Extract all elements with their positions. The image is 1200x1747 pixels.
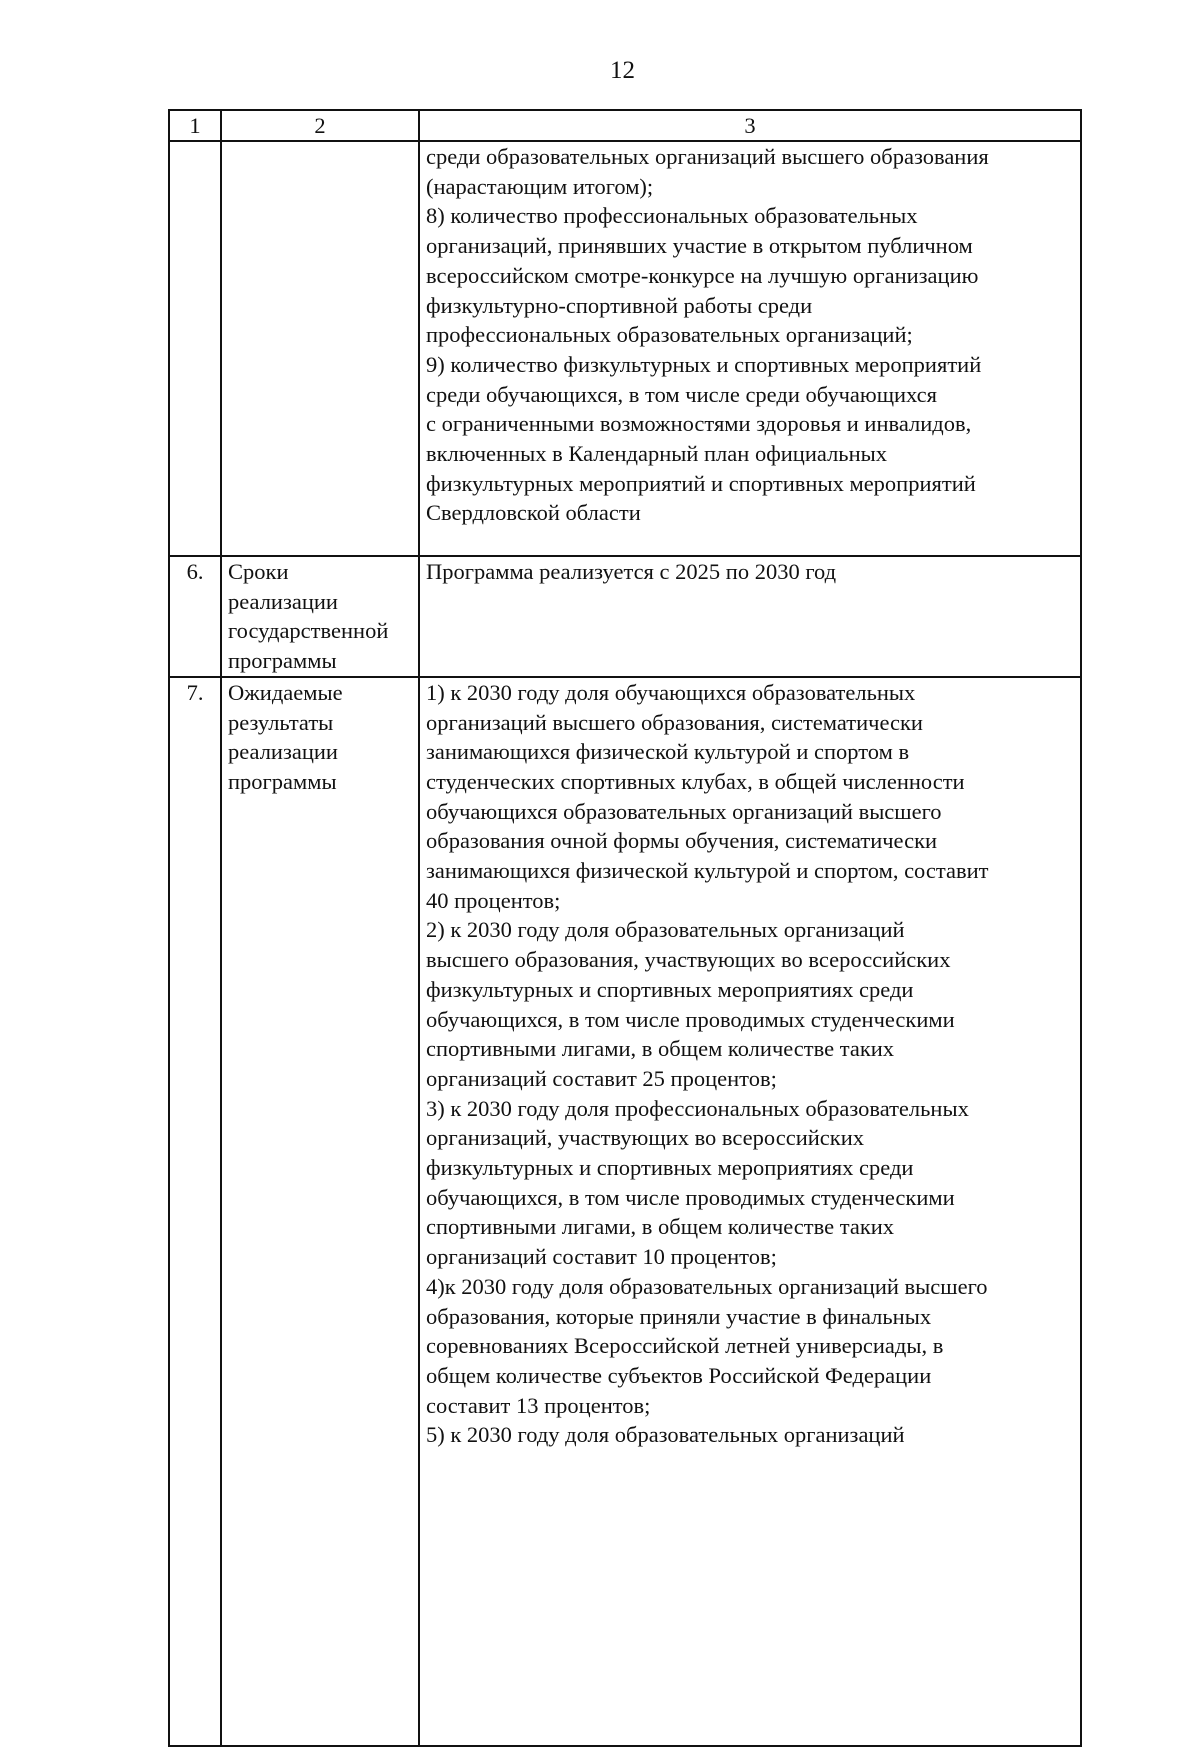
- cell-text-line: реализации: [228, 739, 338, 765]
- cell-text-line: Ожидаемые: [228, 679, 343, 705]
- row-name-cell: [221, 677, 419, 1746]
- cell-text-line: среди образовательных организаций высшего образования: [426, 144, 989, 169]
- cell-text-line: обучающихся, в том числе проводимых студенческими: [426, 1184, 955, 1210]
- cell-text-line: 8) количество профессиональных образовательных: [426, 203, 918, 229]
- table-header-row: [169, 110, 1081, 141]
- cell-text-line: программы: [228, 768, 337, 794]
- row-number-cell: 7.: [169, 677, 221, 1746]
- cell-text-line: всероссийском смотре-конкурсе на лучшую организацию: [426, 262, 979, 288]
- cell-text-line: образования очной формы обучения, систематически: [426, 828, 938, 854]
- page-number: 12: [610, 57, 635, 84]
- cell-text-line: организаций составит 25 процентов;: [426, 1065, 777, 1091]
- header-cell-col-1: 1: [169, 110, 221, 141]
- cell-text-line: высшего образования, участвующих во всероссийских: [426, 947, 951, 973]
- cell-text-line: 3) к 2030 году доля профессиональных образовательных: [426, 1095, 969, 1121]
- cell-text-line: Сроки: [228, 559, 289, 584]
- table-row: [169, 556, 1081, 677]
- header-cell-col-2: 2: [221, 110, 419, 141]
- cell-text-line: спортивными лигами, в общем количестве таких: [426, 1214, 895, 1240]
- cell-text-line: 9) количество физкультурных и спортивных мероприятий: [426, 351, 982, 377]
- cell-text-line: образования, которые приняли участие в финальных: [426, 1303, 932, 1329]
- row-content-cell: [419, 677, 1081, 1746]
- row-name-cell: [221, 141, 419, 556]
- cell-text-line: общем количестве субъектов Российской Федерации: [426, 1362, 932, 1388]
- cell-text-line: 2) к 2030 году доля образовательных организаций: [426, 917, 905, 943]
- cell-text-line: обучающихся, в том числе проводимых студенческими: [426, 1006, 955, 1032]
- table-row: [169, 141, 1081, 556]
- cell-text-line: реализации: [228, 588, 338, 614]
- cell-text-line: среди обучающихся, в том числе среди обучающихся: [426, 381, 937, 407]
- table-row: [169, 677, 1081, 1746]
- cell-text-line: соревнованиях Всероссийской летней универсиады, в: [426, 1333, 944, 1359]
- cell-text-line: занимающихся физической культурой и спортом в: [426, 739, 910, 765]
- cell-text-line: физкультурных мероприятий и спортивных мероприятий: [426, 470, 976, 496]
- cell-text-line: обучающихся образовательных организаций высшего: [426, 798, 942, 824]
- cell-text-line: физкультурно-спортивной работы среди: [426, 292, 813, 318]
- cell-text-line: организаций составит 10 процентов;: [426, 1244, 777, 1270]
- row-name-cell: [221, 556, 419, 677]
- row-number-cell: [169, 141, 221, 556]
- cell-text-line: профессиональных образовательных организаций;: [426, 322, 913, 348]
- row-content-cell: [419, 556, 1081, 677]
- cell-text-line: организаций высшего образования, систематически: [426, 709, 923, 735]
- cell-text-line: 1) к 2030 году доля обучающихся образовательных: [426, 679, 916, 705]
- cell-text-line: студенческих спортивных клубах, в общей численности: [426, 768, 965, 794]
- header-cell-col-3: 3: [419, 110, 1081, 141]
- cell-text-line: с ограниченными возможностями здоровья и инвалидов,: [426, 411, 972, 437]
- cell-text-line: (нарастающим итогом);: [426, 173, 654, 199]
- cell-text-line: физкультурных и спортивных мероприятиях среди: [426, 976, 914, 1002]
- cell-text-line: включенных в Календарный план официальных: [426, 441, 887, 467]
- cell-text-line: организаций, принявших участие в открытом публичном: [426, 233, 973, 259]
- cell-text-line: Свердловской области: [426, 500, 641, 526]
- cell-text-line: составит 13 процентов;: [426, 1392, 651, 1418]
- row-content-cell: [419, 141, 1081, 556]
- cell-text-line: 5) к 2030 году доля образовательных организаций: [426, 1422, 905, 1448]
- cell-text-line: 40 процентов;: [426, 887, 561, 913]
- program-passport-table: [168, 109, 1082, 1747]
- cell-text-line: результаты: [228, 709, 334, 735]
- cell-text-line: занимающихся физической культурой и спортом, составит: [426, 858, 989, 884]
- cell-text-line: государственной: [228, 618, 389, 644]
- cell-text-line: программы: [228, 648, 337, 674]
- cell-text-line: Программа реализуется с 2025 по 2030 год: [426, 559, 837, 584]
- cell-text-line: организаций, участвующих во всероссийских: [426, 1125, 864, 1151]
- cell-text-line: 4)к 2030 году доля образовательных организаций высшего: [426, 1273, 988, 1299]
- row-number-cell: 6.: [169, 556, 221, 677]
- cell-text-line: физкультурных и спортивных мероприятиях среди: [426, 1155, 914, 1181]
- cell-text-line: спортивными лигами, в общем количестве таких: [426, 1036, 895, 1062]
